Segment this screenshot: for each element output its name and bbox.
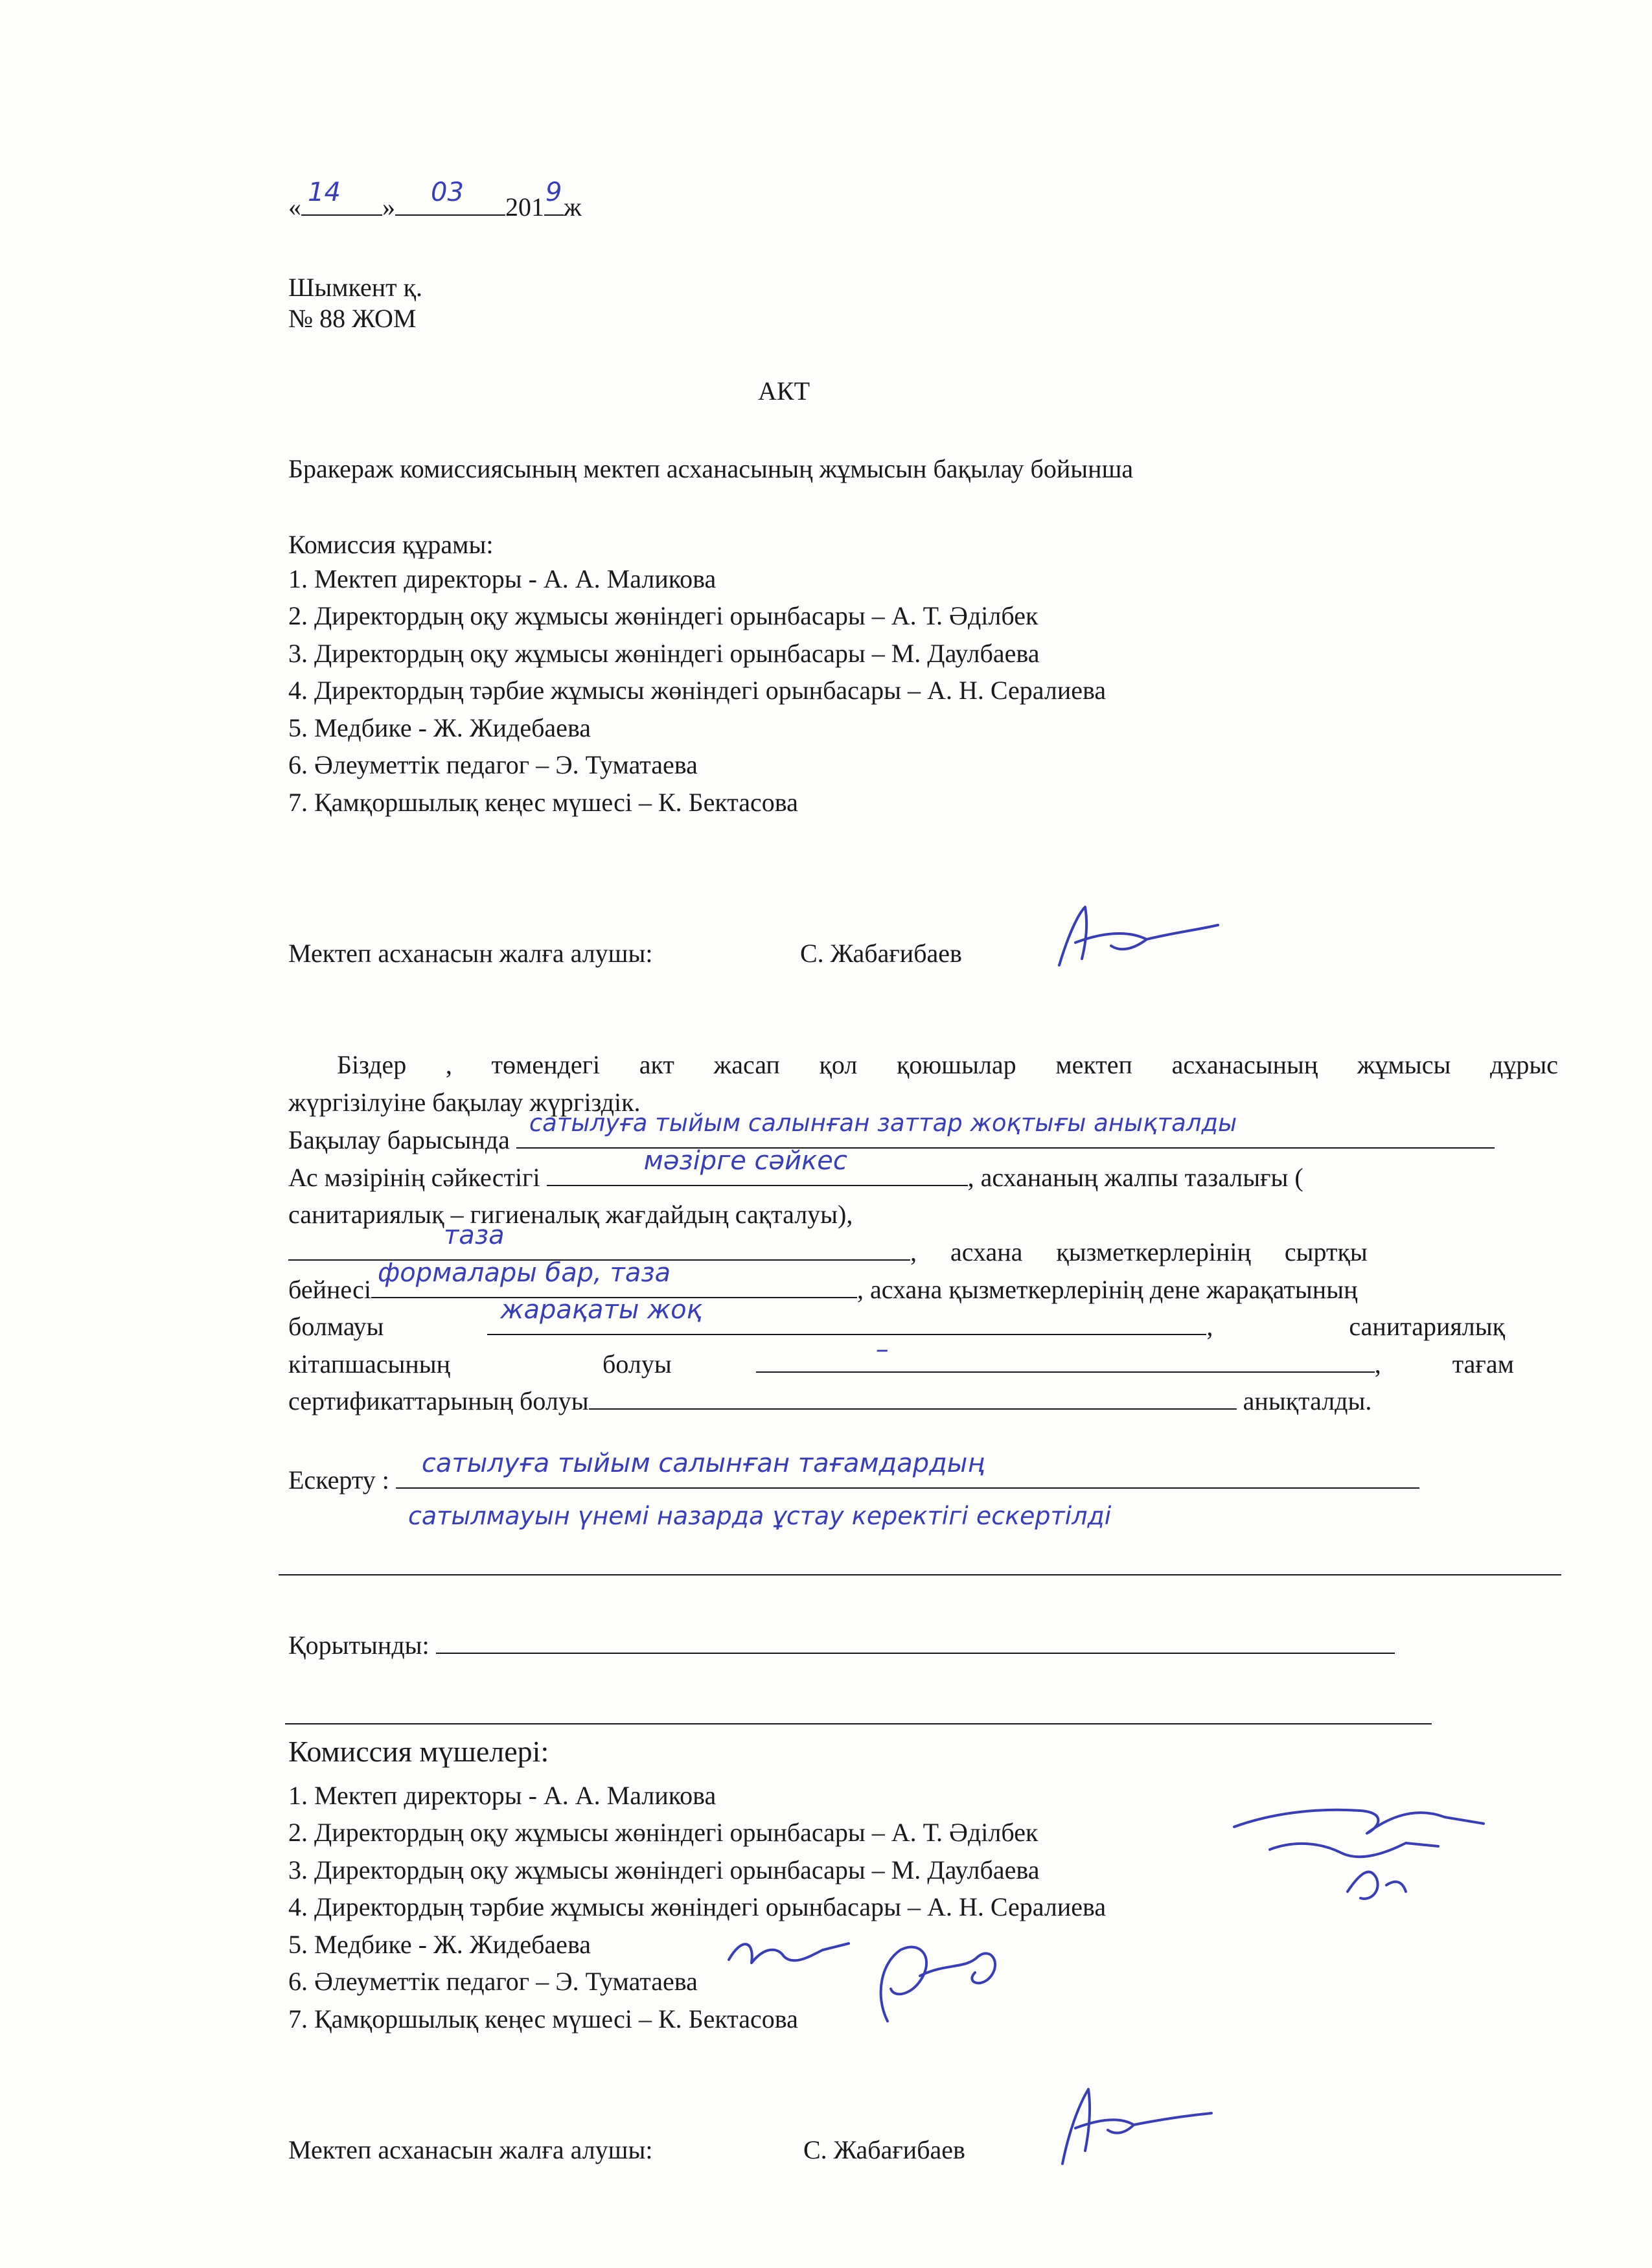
tenant-signature — [1050, 894, 1224, 978]
commission-member: 2. Директордың оқу жұмысы жөніндегі орынбасары – А. Т. Әділбек — [288, 601, 1038, 630]
commission-member: 4. Директордың тәрбие жұмысы жөніндегі орынбасары – А. Н. Сералиева — [288, 676, 1107, 705]
member-signature-1 — [1231, 1788, 1503, 1918]
school-line: № 88 ЖОМ — [288, 304, 417, 333]
observation-handwritten: сатылуға тыйым салынған заттар жоқтығы анықталды — [529, 1109, 1237, 1137]
cert-line — [288, 1385, 1371, 1417]
date-open-quote: « — [288, 192, 301, 222]
appearance-line — [288, 1258, 1358, 1305]
commission-member: 1. Мектеп директоры - А. А. Маликова — [288, 564, 717, 593]
presence-word: болуы — [602, 1349, 672, 1379]
commission-member: 3. Директордың оқу жұмысы жөніндегі орынбасары – М. Даулбаева — [288, 639, 1040, 668]
note-underline — [279, 1574, 1561, 1575]
member-item: 7. Қамқоршылық кеңес мүшесі – К. Бектасова — [288, 2004, 798, 2033]
appearance-handwritten: формалары бар, таза — [378, 1258, 671, 1288]
absence-word: болмауы — [288, 1312, 384, 1341]
book-line — [288, 1334, 1514, 1380]
commission-member: 6. Әлеуметтік педагог – Э. Туматаева — [288, 750, 698, 779]
book-field — [756, 1334, 1375, 1373]
member-item: 2. Директордың оқу жұмысы жөніндегі орынбасары – А. Т. Әділбек — [288, 1818, 1038, 1847]
food-word: , тағам — [1374, 1349, 1514, 1379]
found-word: анықталды. — [1243, 1386, 1372, 1415]
appearance-word: бейнесі — [288, 1275, 372, 1304]
tenant-bottom-name: С. Жабағибаев — [803, 2135, 965, 2164]
date-month-field — [395, 178, 505, 216]
menu-line — [288, 1146, 1303, 1193]
observation-line — [288, 1109, 1495, 1156]
cleanliness-label: , асхананың жалпы тазалығы ( — [967, 1163, 1303, 1192]
member-signature-2 — [726, 1930, 855, 1976]
staff-appearance-label: , асхана қызметкерлерінің сыртқы — [910, 1237, 1368, 1266]
observation-label: Бақылау барысында — [288, 1125, 510, 1154]
commission-member: 7. Қамқоршылық кеңес мүшесі – К. Бектасова — [288, 788, 798, 817]
date-month-handwritten: 03 — [431, 178, 464, 207]
document-title: АКТ — [758, 376, 810, 406]
sanitary-line: санитариялық – гигиеналық жағдайдың сақталуы), — [288, 1200, 853, 1229]
member-item: 5. Медбике - Ж. Жидебаева — [288, 1930, 591, 1959]
menu-label: Ас мәзірінің сәйкестігі — [288, 1163, 540, 1192]
tenant-label: Мектеп асханасын жалға алушы: — [288, 939, 653, 968]
date-year-field — [544, 178, 564, 216]
sanitary-book-label: , санитариялық — [1206, 1312, 1506, 1341]
date-year-prefix: 201 — [505, 192, 544, 222]
tenant-bottom-signature — [1050, 2073, 1218, 2170]
note-label: Ескерту : — [288, 1465, 389, 1495]
member-signature-3 — [862, 1937, 1017, 2034]
conclusion-underline — [285, 1723, 1432, 1724]
clean-handwritten: таза — [444, 1220, 505, 1250]
cert-label: сертификаттарының болуы — [288, 1386, 589, 1415]
date-line — [288, 178, 582, 223]
commission-member: 5. Медбике - Ж. Жидебаева — [288, 713, 591, 742]
member-item: 3. Директордың оқу жұмысы жөніндегі орынбасары – М. Даулбаева — [288, 1855, 1040, 1884]
date-day-field — [301, 178, 382, 216]
member-item: 6. Әлеуметтік педагог – Э. Туматаева — [288, 1967, 698, 1996]
cert-field — [589, 1385, 1237, 1410]
intro-line-1: Біздер , төмендегі акт жасап қол қоюшылар мектеп асханасының жұмысы дұрыс — [337, 1050, 1558, 1079]
date-year-handwritten: 9 — [545, 178, 562, 207]
note-line — [288, 1449, 1419, 1496]
menu-field — [547, 1146, 968, 1186]
member-item: 1. Мектеп директоры - А. А. Маликова — [288, 1781, 717, 1810]
date-day-handwritten: 14 — [308, 178, 341, 207]
conclusion-label: Қорытынды: — [288, 1631, 430, 1660]
conclusion-field — [436, 1629, 1395, 1654]
note-handwritten-2: сатылмауын үнемі назарда ұстау керектігі ескертілді — [408, 1502, 1112, 1530]
tenant-bottom-label: Мектеп асханасын жалға алушы: — [288, 2135, 653, 2164]
members-heading: Комиссия мүшелері: — [288, 1735, 549, 1768]
injury-line — [288, 1295, 1506, 1342]
date-suffix: ж — [564, 192, 582, 222]
note-handwritten-1: сатылуға тыйым салынған тағамдардың — [421, 1449, 985, 1478]
city-line: Шымкент қ. — [288, 273, 423, 302]
note-field-1 — [396, 1449, 1419, 1489]
injury-handwritten: жарақаты жоқ — [500, 1295, 702, 1325]
conclusion-line — [288, 1629, 1395, 1661]
tenant-name: С. Жабағибаев — [800, 939, 962, 968]
injury-field — [487, 1295, 1206, 1335]
date-close-quote: » — [382, 192, 395, 222]
intro-line-2: жүргізілуіне бақылау жүргіздік. — [288, 1088, 641, 1117]
member-item: 4. Директордың тәрбие жұмысы жөніндегі орынбасары – А. Н. Сералиева — [288, 1892, 1107, 1921]
book-handwritten: – — [875, 1334, 889, 1364]
injury-label: , асхана қызметкерлерінің дене жарақатының — [857, 1275, 1358, 1304]
document-subtitle: Бракераж комиссиясының мектеп асханасының жұмысын бақылау бойынша — [288, 454, 1134, 483]
commission-heading: Комиссия құрамы: — [288, 530, 494, 559]
menu-handwritten: мәзірге сәйкес — [643, 1146, 847, 1176]
book-word: кітапшасының — [288, 1349, 451, 1379]
